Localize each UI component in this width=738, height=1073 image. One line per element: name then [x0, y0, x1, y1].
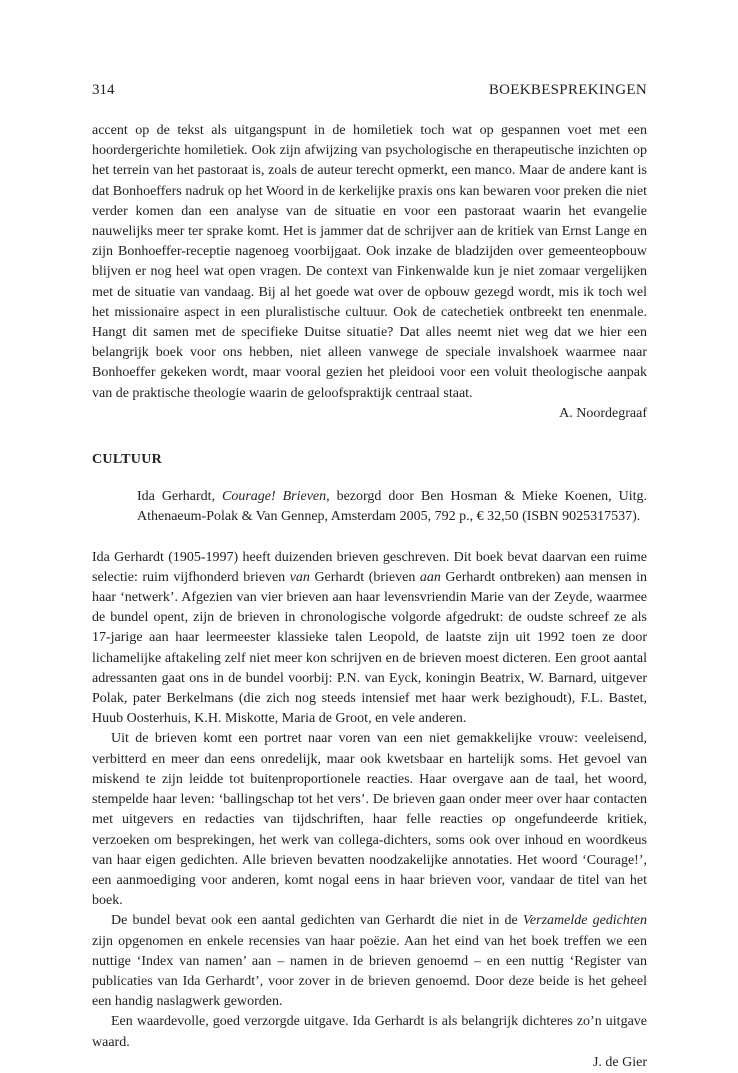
page-header: [92, 80, 647, 100]
review2-paragraph-4: Een waardevolle, goed verzorgde uitgave. Ida Gerhardt is als belangrijk dichteres zo’n uitgave waard.: [92, 1014, 647, 1050]
emphasis: aan: [419, 569, 441, 585]
book-citation: [137, 487, 647, 527]
review2-paragraph-1: [92, 548, 647, 730]
text-run: Gerhardt ontbreken) aan mensen in haar ‘netwerk’. Afgezien van vier brieven aan haar levensvriendin Marie van der Zeyde, waarmee de bundel opent, zijn de brieven in chronologische volgorde afgedrukt: de oudste schreef ze als 17-jarige aan haar leermeester klassieke talen Leopold, de laatste zijn uit 1992 toen ze door lichamelijke aftakeling zelf niet meer kon schrijven en de brieven moest dicteren. Een groot aantal adressanten gaat ons in de bundel voorbij: P.N. van Eyck, koningin Beatrix, W. Barnard, uitgever Polak, pater Berkelmans (die zich nog steeds intensief met haar werk bezighoudt), F.L. Bastet, Huub Oosterhuis, K.H. Miskotte, Maria de Groot, en vele anderen.: [92, 569, 647, 727]
text-run: De bundel bevat ook een aantal gedichten van Gerhardt die niet in de: [111, 913, 523, 929]
citation-author: Ida Gerhardt,: [137, 489, 223, 505]
review2-paragraph-2: Uit de brieven komt een portret naar voren van een niet gemakkelijke vrouw: veeleisend, verbitterd en meer dan eens onredelijk, maar ook kwetsbaar en hartelijk soms. Het gevoel van miskend te zijn leidde tot buitenproportionele reacties. Haar overgave aan de taal, het woord, stempelde haar leven: ‘ballingschap tot het vers’. De brieven gaan onder meer over haar contacten met uitgevers en redacties van tijdschriften, haar felle reacties op ongefundeerde kritiek, verzoeken om besprekingen, het werk van collega-dichters, soms ook over inhoud en woordkeus van haar eigen gedichten. Alle brieven bevatten noodzakelijke annotaties. Het woord ‘Courage!’, een aanmoediging voor anderen, komt nogal eens in haar brieven voor, vandaar de titel van het boek.: [92, 731, 647, 909]
section-heading: CULTUUR: [92, 452, 163, 468]
review1-paragraph: accent op de tekst als uitgangspunt in de homiletiek toch wat op gespannen voet met een hoordergerichte homiletiek. Ook zijn afwijzing van psychologische en therapeutische inzichten op het terrein van het pastoraat is, zoals de auteur terecht opmerkt, een manco. Maar de andere kant is dat Bonhoeffers nadruk op het Woord in de kerkelijke praxis ons kan bewaren voor preken die niet verder komen dan een analyse van de situatie en voor een pastoraat waarin het evangelie nauwelijks meer ter sprake komt. Het is jammer dat de schrijver aan de kritiek van Ernst Lange en zijn Bonhoeffer-receptie nagenoeg voorbijgaat. Ook inzake de bladzijden over gemeenteopbouw blijven er nog heel wat open vragen. De context van Finkenwalde kun je niet zomaar vergelijken met de situatie van vandaag. Bij al het goede wat over de opbouw gezegd wordt, mis ik toch wel het missionaire aspect in een pluralistische cultuur. Ook de catechetiek ontbreekt ten enenmale. Hangt dit samen met de specifieke Duitse situatie? Dat alles neemt niet weg dat we hier een belangrijk boek voor ons hebben, niet alleen vanwege de speciale invalshoek waarmee naar Bonhoeffer gekeken wordt, maar vooral gezien het pleidooi voor een voluit theologische aanpak van de praktische theologie waarin de geloofspraktijk centraal staat.: [92, 123, 647, 401]
emphasis: van: [289, 569, 310, 585]
running-head: BOEKBESPREKINGEN: [488, 82, 647, 98]
review2-signature: J. de Gier: [592, 1054, 647, 1070]
review2-paragraph-3: [92, 911, 647, 1012]
text-run: zijn opgenomen en enkele recensies van haar poëzie. Aan het eind van het boek treffen we een nuttige ‘Index van namen’ aan – namen in de brieven genoemd – en een nuttig ‘Register van publicaties van Ida Gerhardt’, voor zover in de brieven genoemd. Door deze beide is het geheel een handig naslagwerk geworden.: [92, 933, 647, 1010]
citation-title: Courage! Brieven,: [222, 489, 330, 505]
review1-signature: A. Noordegraaf: [559, 405, 647, 421]
text-run: Gerhardt (brieven: [309, 569, 420, 585]
page-number: 314: [92, 82, 115, 98]
citation-details: bezorgd door Ben Hosman & Mieke Koenen, Uitg. Athenaeum-Polak & Van Gennep, Amsterdam 2005, 792 p., € 32,50 (ISBN 9025317537).: [137, 489, 647, 525]
text-run: Ida Gerhardt (1905-1997) heeft duizenden brieven geschreven. Dit boek bevat daarvan een ruime selectie: ruim vijfhonderd brieven: [92, 549, 647, 585]
emphasis: Verzamelde gedichten: [522, 913, 647, 929]
page-body: [92, 121, 647, 1073]
